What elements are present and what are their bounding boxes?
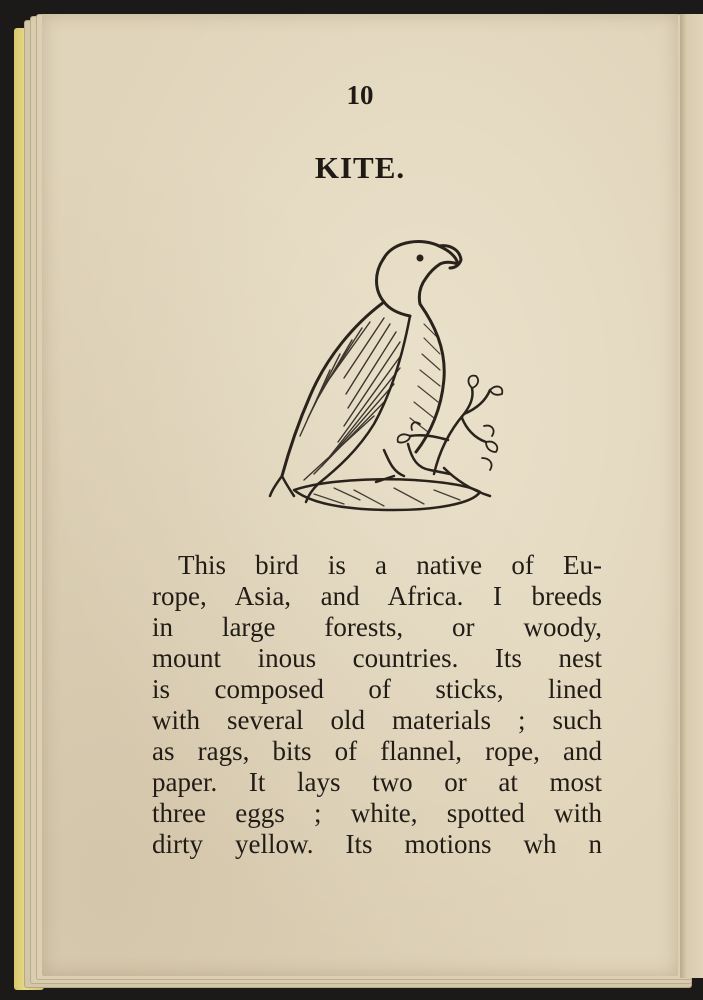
text-line: mount inous countries. Its nest bbox=[152, 643, 602, 673]
book-page bbox=[42, 14, 678, 976]
text-line: is composed of sticks, lined bbox=[152, 674, 602, 704]
kite-bird-illustration bbox=[234, 228, 506, 518]
bird-eye bbox=[417, 255, 423, 261]
bird-feet bbox=[376, 444, 450, 482]
text-line: rope, Asia, and Africa. I breeds bbox=[152, 581, 602, 611]
text-line: with several old materials ; such bbox=[152, 705, 602, 735]
text-line: three eggs ; white, spotted with bbox=[152, 798, 602, 828]
text-line: paper. It lays two or at most bbox=[152, 767, 602, 797]
bird-head bbox=[384, 242, 458, 304]
page-title: KITE. bbox=[314, 150, 406, 185]
facing-page-edge bbox=[680, 14, 703, 978]
text-line: dirty yellow. Its motions wh n bbox=[152, 829, 602, 859]
perch-rock bbox=[294, 479, 480, 510]
text-line: This bird is a native of Eu- bbox=[178, 550, 602, 580]
text-line: in large forests, or woody, bbox=[152, 612, 602, 642]
page-number: 10 bbox=[346, 80, 374, 110]
text-line: as rags, bits of flannel, rope, and bbox=[152, 736, 602, 766]
body-paragraph bbox=[152, 550, 602, 860]
